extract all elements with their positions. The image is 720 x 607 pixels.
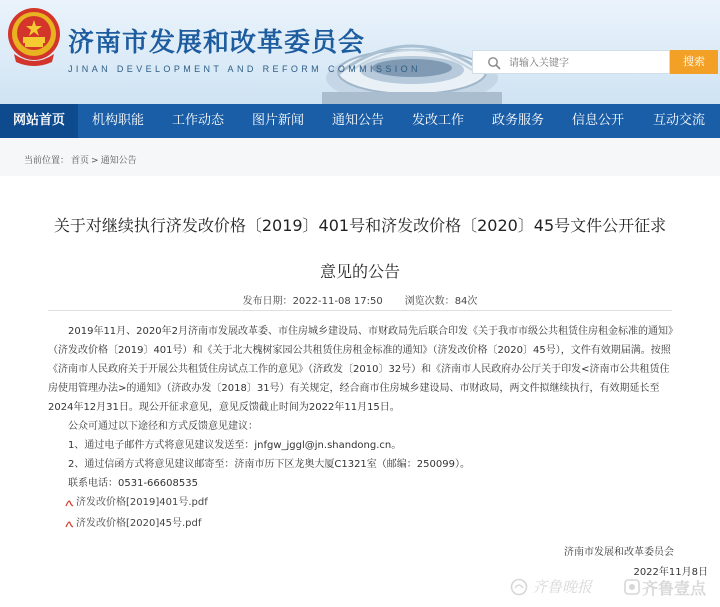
nav-item-interaction[interactable]: 互动交流 [652,113,705,128]
nav-item-info-disclosure[interactable]: 信息公开 [571,113,624,128]
breadcrumb [24,153,139,166]
article-body [48,322,676,533]
attachment-item[interactable] [48,514,676,533]
publish-label: 发布日期： [242,296,293,307]
signature: 济南市发展和改革委员会 [564,547,674,558]
nav-item-notices[interactable]: 通知公告 [331,113,384,128]
breadcrumb-current[interactable]: 通知公告 [100,156,137,166]
article-title-line1: 关于对继续执行济发改价格〔2019〕401号和济发改价格〔2020〕45号文件公开征求 [53,216,667,235]
attachment-link-2[interactable]: 济发改价格[2020]45号.pdf [76,518,202,529]
national-emblem-icon [6,6,62,68]
watermark-text-2: 齐鲁壹点 [642,579,707,598]
paragraph-1: 2019年11月、2020年2月济南市发展改革委、市住房城乡建设局、市财政局先后联合印发《关于我市市级公共租赁住房租金标准的通知》（济发改价格〔2019〕401号）和《关于北大槐树家园公共租赁住房租金标准的通知》（济发改价格〔2020〕45号），文件有效期届满。按照《济南市人民政府关于开展公共租赁住房试点工作的意见》（济政发〔2010〕32号）和《济南市人民政府办公厅关于印发<济南市公共租赁住房使用管理办法>的通知》（济政办发〔2018〕31号）有关规定，经合商市住房城乡建设局、市财政局，两文件拟继续执行，有效期延长至2024年12月31日。现公开征求意见，意见反馈截止时间为2022年11月15日。 [48,326,673,413]
nav-item-reform-work[interactable]: 发改工作 [411,113,464,128]
channel-email: 1、通过电子邮件方式将意见建议发送至：jnfgw_jggl@jn.shandong.cn。 [68,440,402,451]
nav-item-home[interactable]: 网站首页 [0,104,78,138]
site-title: 济南市发展和改革委员会 [68,28,366,58]
search-icon [487,56,501,70]
pdf-icon [64,498,74,508]
breadcrumb-prefix: 当前位置： [24,156,70,166]
search-box [472,50,670,74]
breadcrumb-separator: > [91,156,99,166]
watermark-logo-icon [510,578,528,596]
meta-divider [48,310,672,311]
views-count: 84次 [454,296,478,307]
attachment-link-1[interactable]: 济发改价格[2019]401号.pdf [76,497,208,508]
article-title [40,206,680,292]
watermark-brand-icon [624,579,640,595]
sign-date: 2022年11月8日 [633,567,708,578]
channel-mail: 2、通过信函方式将意见建议邮寄至：济南市历下区龙奥大厦C1321室（邮编：250099）。 [68,459,470,470]
watermark [506,574,718,604]
contact-phone: 联系电话：0531-66608535 [68,478,198,489]
views-label: 浏览次数： [404,296,455,307]
watermark-text-1: 齐鲁晚报 [532,578,593,596]
search-button[interactable]: 搜索 [670,50,718,74]
nav-item-photo-news[interactable]: 图片新闻 [251,113,304,128]
main-nav [0,104,720,138]
nav-item-work-news[interactable]: 工作动态 [171,113,224,128]
nav-item-gov-service[interactable]: 政务服务 [491,113,544,128]
site-header [0,0,720,104]
publish-date: 2022-11-08 17:50 [292,296,383,307]
paragraph-2: 公众可通过以下途径和方式反馈意见建议： [68,421,258,432]
nav-item-institution[interactable]: 机构职能 [91,113,144,128]
article-meta [40,292,680,307]
article-title-line2: 意见的公告 [319,262,400,281]
breadcrumb-home[interactable]: 首页 [71,156,90,166]
search-input[interactable] [507,54,669,72]
attachment-item[interactable] [48,493,676,512]
site-subtitle: JINAN DEVELOPMENT AND REFORM COMMISSION [68,64,421,74]
pdf-icon [64,519,74,529]
